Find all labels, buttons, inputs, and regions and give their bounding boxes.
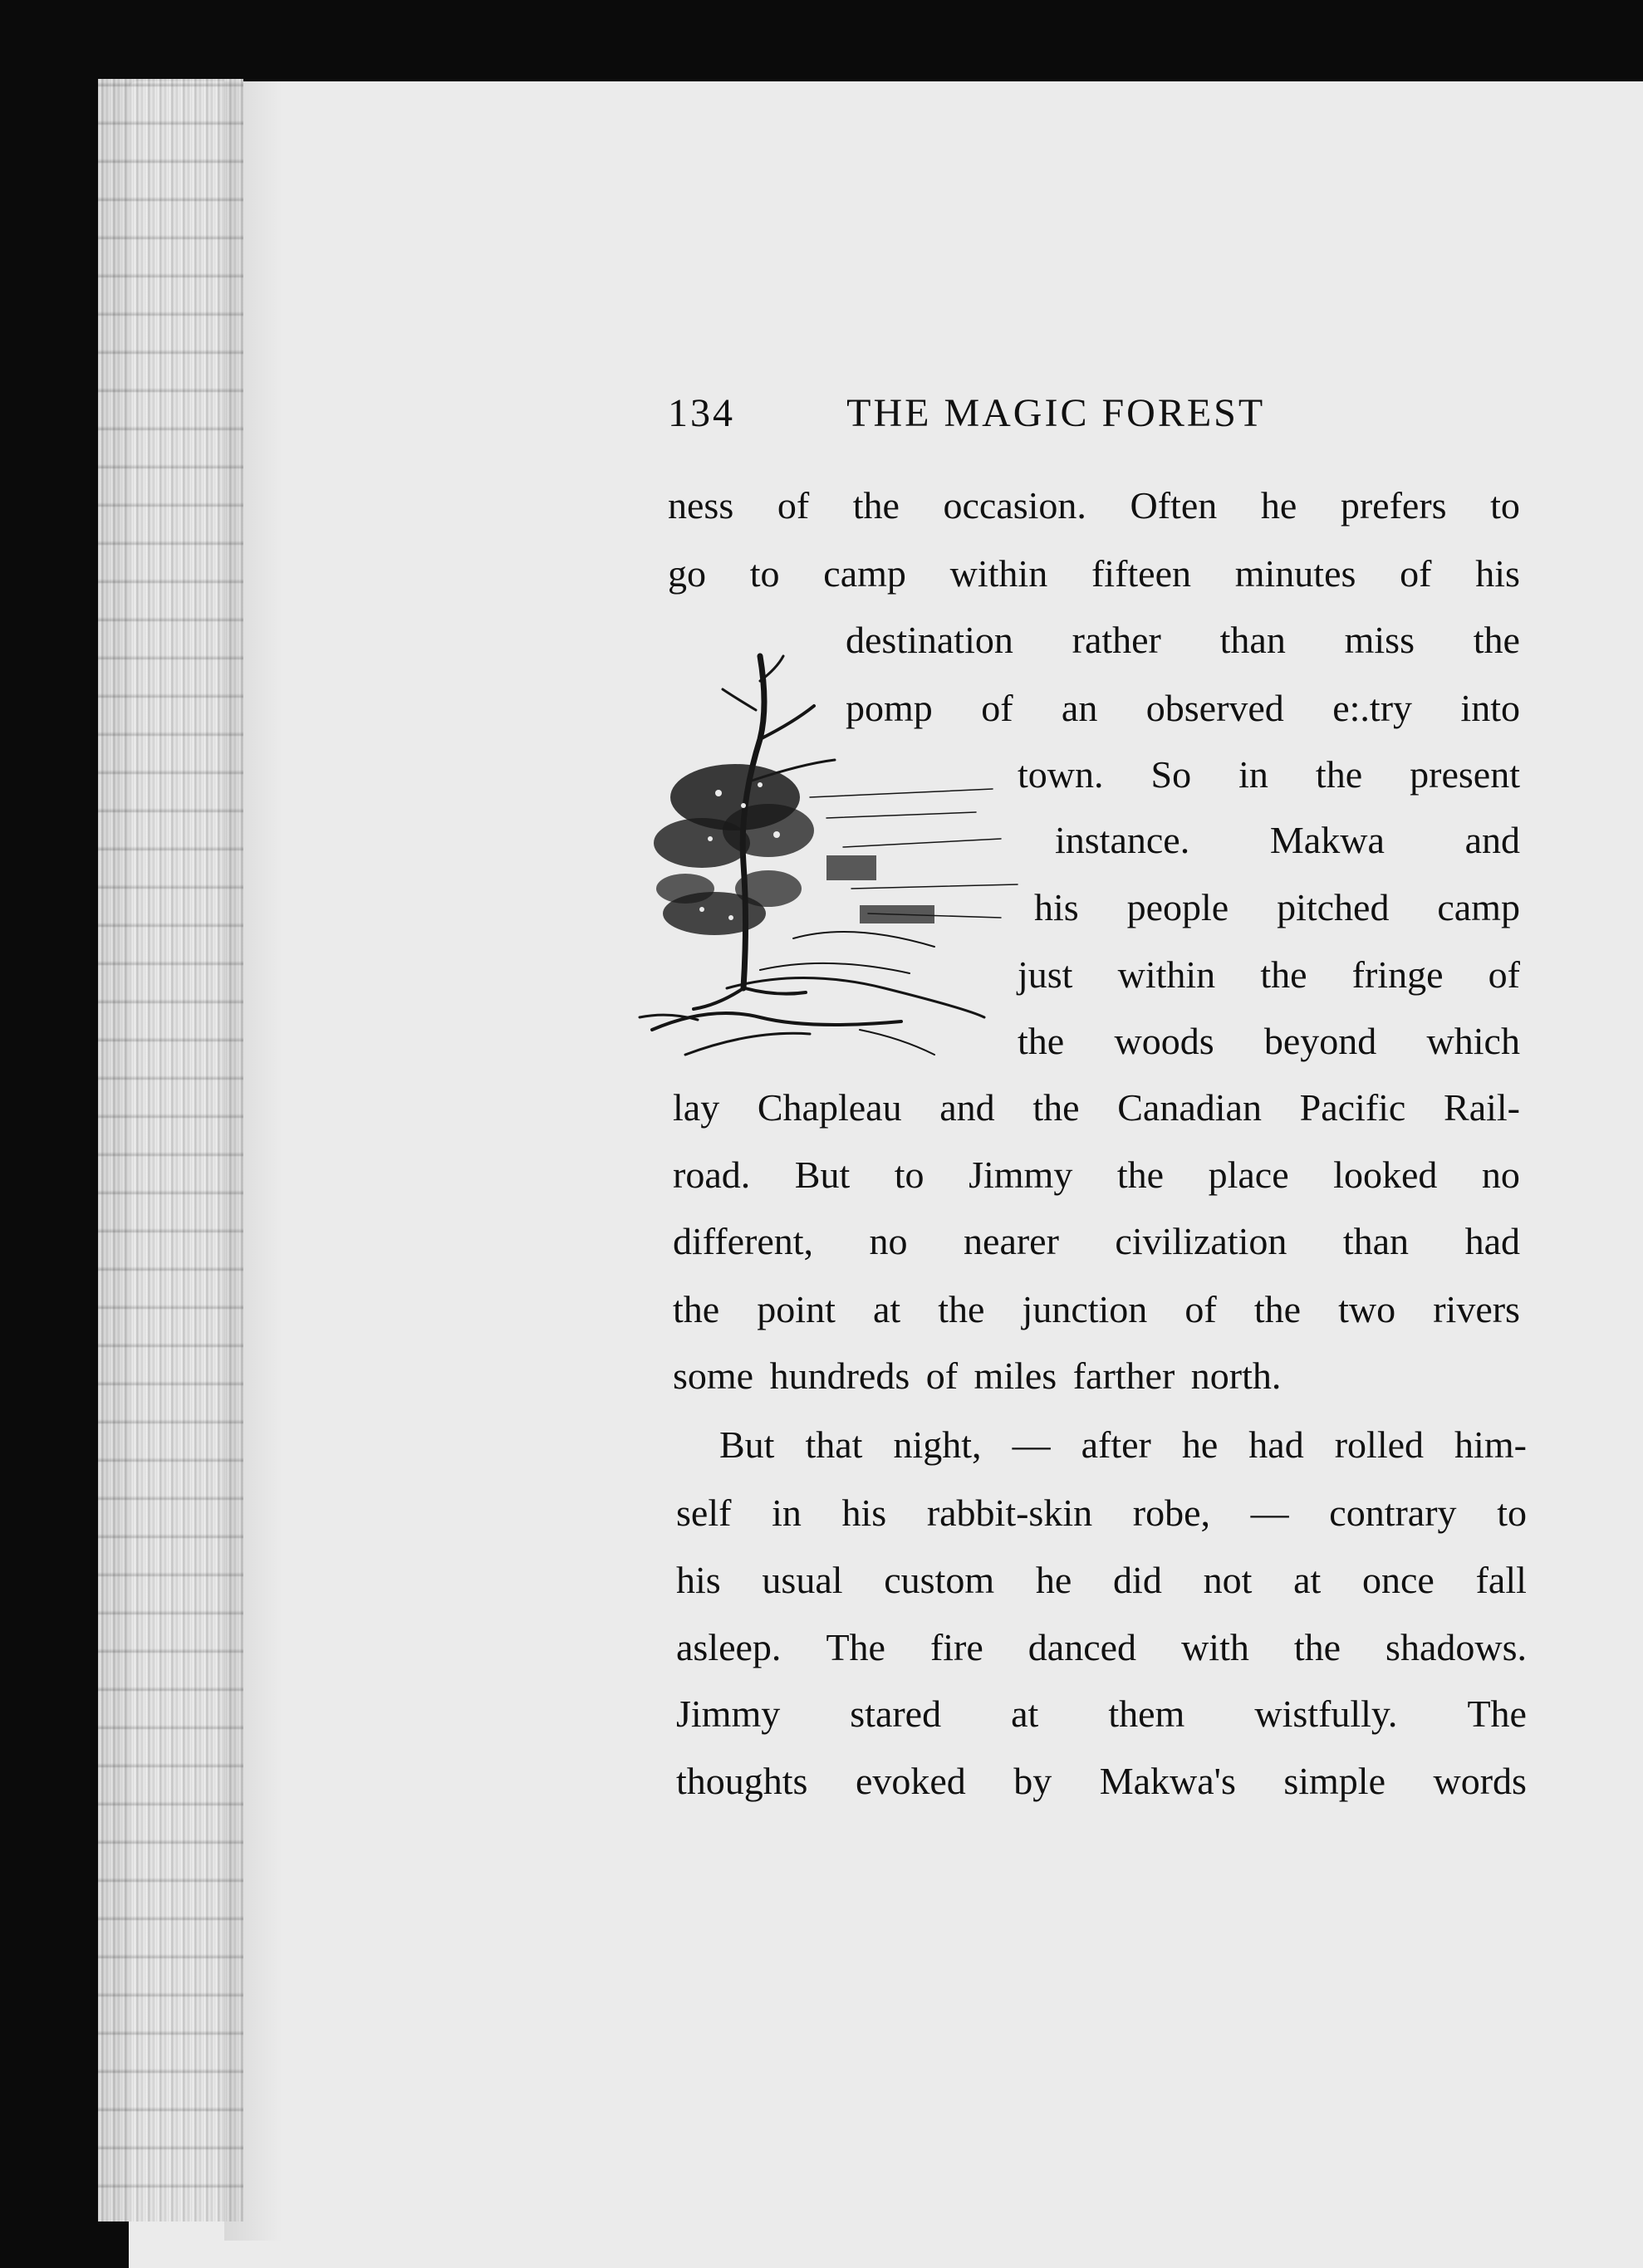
text-line: asleep. The fire danced with the shadows. bbox=[676, 1626, 1527, 1668]
page-number: 134 bbox=[668, 391, 735, 435]
text-line: road. But to Jimmy the place looked no bbox=[673, 1154, 1520, 1196]
text-line: go to camp within fifteen minutes of his bbox=[668, 552, 1520, 595]
running-header bbox=[668, 390, 1265, 436]
page-edges bbox=[98, 79, 243, 2221]
text-line: lay Chapleau and the Canadian Pacific Rail- bbox=[673, 1086, 1520, 1129]
text-line: instance. Makwa and bbox=[1055, 819, 1520, 861]
text-line: ness of the occasion. Often he prefers to bbox=[668, 484, 1520, 527]
text-line: pomp of an observed e:.try into bbox=[846, 687, 1520, 729]
text-line: Jimmy stared at them wistfully. The bbox=[676, 1692, 1527, 1735]
text-line: thoughts evoked by Makwa's simple words bbox=[676, 1760, 1527, 1802]
text-line: the point at the junction of the two rivers bbox=[673, 1288, 1520, 1330]
text-line: town. So in the present bbox=[1018, 753, 1520, 796]
gutter-shadow bbox=[224, 81, 282, 2241]
text-line: his usual custom he did not at once fall bbox=[676, 1559, 1527, 1601]
text-line: the woods beyond which bbox=[1018, 1020, 1520, 1062]
text-line: self in his rabbit-skin robe, — contrary to bbox=[676, 1492, 1527, 1534]
text-line: different, no nearer civilization than had bbox=[673, 1220, 1520, 1262]
text-line: some hundreds of miles farther north. bbox=[673, 1354, 1282, 1397]
text-line: But that night, — after he had rolled him- bbox=[719, 1423, 1527, 1466]
pine-tree-illustration bbox=[635, 639, 1026, 1071]
running-title: THE MAGIC FOREST bbox=[846, 391, 1266, 435]
text-line: destination rather than miss the bbox=[846, 619, 1520, 661]
text-line: his people pitched camp bbox=[1034, 886, 1520, 928]
text-line: just within the fringe of bbox=[1018, 953, 1520, 996]
